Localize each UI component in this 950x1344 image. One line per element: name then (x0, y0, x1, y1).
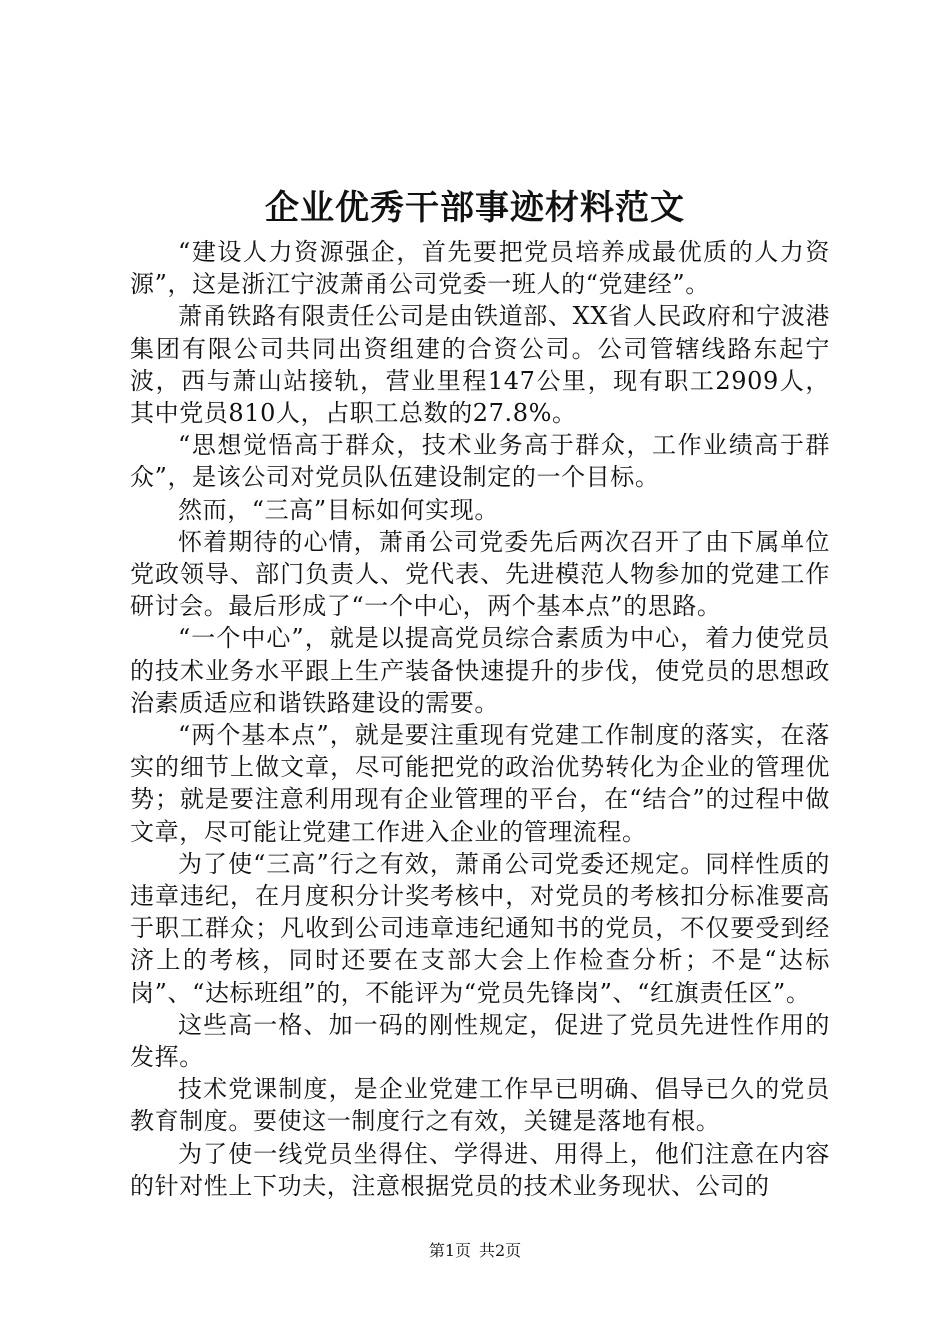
paragraph: 为了使一线党员坐得住、学得进、用得上，他们注意在内容的针对性上下功夫，注意根据党员的技术业务现状、公司的 (130, 1139, 830, 1200)
page-footer (0, 1240, 950, 1262)
paragraph: 然而，“三高”目标如何实现。 (178, 495, 499, 524)
paragraph: 技术党课制度，是企业党建工作早已明确、倡导已久的党员教育制度。要使这一制度行之有效，关键是落地有根。 (130, 1075, 830, 1136)
page-total: 共2页 (479, 1241, 522, 1260)
paragraph: 这些高一格、加一码的刚性规定，促进了党员先进性作用的发挥。 (130, 1010, 830, 1072)
paragraph: “两个基本点”，就是要注重现有党建工作制度的落实，在落实的细节上做文章，尽可能把党的政治优势转化为企业的管理优势；就是要注意利用现有企业管理的平台，在“结合”的过程中做文章，尽可能让党建工作进入企业的管理流程。 (130, 721, 830, 846)
paragraph: “一个中心”，就是以提高党员综合素质为中心，着力使党员的技术业务水平跟上生产装备快速提升的步伐，使党员的思想政治素质适应和谐铁路建设的需要。 (130, 624, 830, 717)
paragraph: 萧甬铁路有限责任公司是由铁道部、XX省人民政府和宁波港集团有限公司共同出资组建的合资公司。公司管辖线路东起宁波，西与萧山站接轨，营业里程147公里，现有职工2909人，其中党员810人，占职工总数的27.8%。 (130, 302, 830, 428)
paragraph: 为了使“三高”行之有效，萧甬公司党委还规定。同样性质的违章违纪，在月度积分计奖考核中，对党员的考核扣分标准要高于职工群众；凡收到公司违章违纪通知书的党员，不仅要受到经济上的考核，同时还要在支部大会上作检查分析；不是“达标岗”、“达标班组”的，不能评为“党员先锋岗”、“红旗责任区”。 (130, 849, 830, 1007)
paragraph: “建设人力资源强企，首先要把党员培养成最优质的人力资源”，这是浙江宁波萧甬公司党委一班人的“党建经”。 (130, 238, 830, 299)
paragraph: “思想觉悟高于群众，技术业务高于群众，工作业绩高于群众”，是该公司对党员队伍建设制定的一个目标。 (130, 431, 830, 492)
page-number: 第1页 (428, 1241, 471, 1260)
paragraph: 怀着期待的心情，萧甬公司党委先后两次召开了由下属单位党政领导、部门负责人、党代表、先进模范人物参加的党建工作研讨会。最后形成了“一个中心，两个基本点”的思路。 (130, 527, 830, 621)
document-title: 企业优秀干部事迹材料范文 (265, 188, 685, 228)
document-body (130, 236, 830, 1202)
